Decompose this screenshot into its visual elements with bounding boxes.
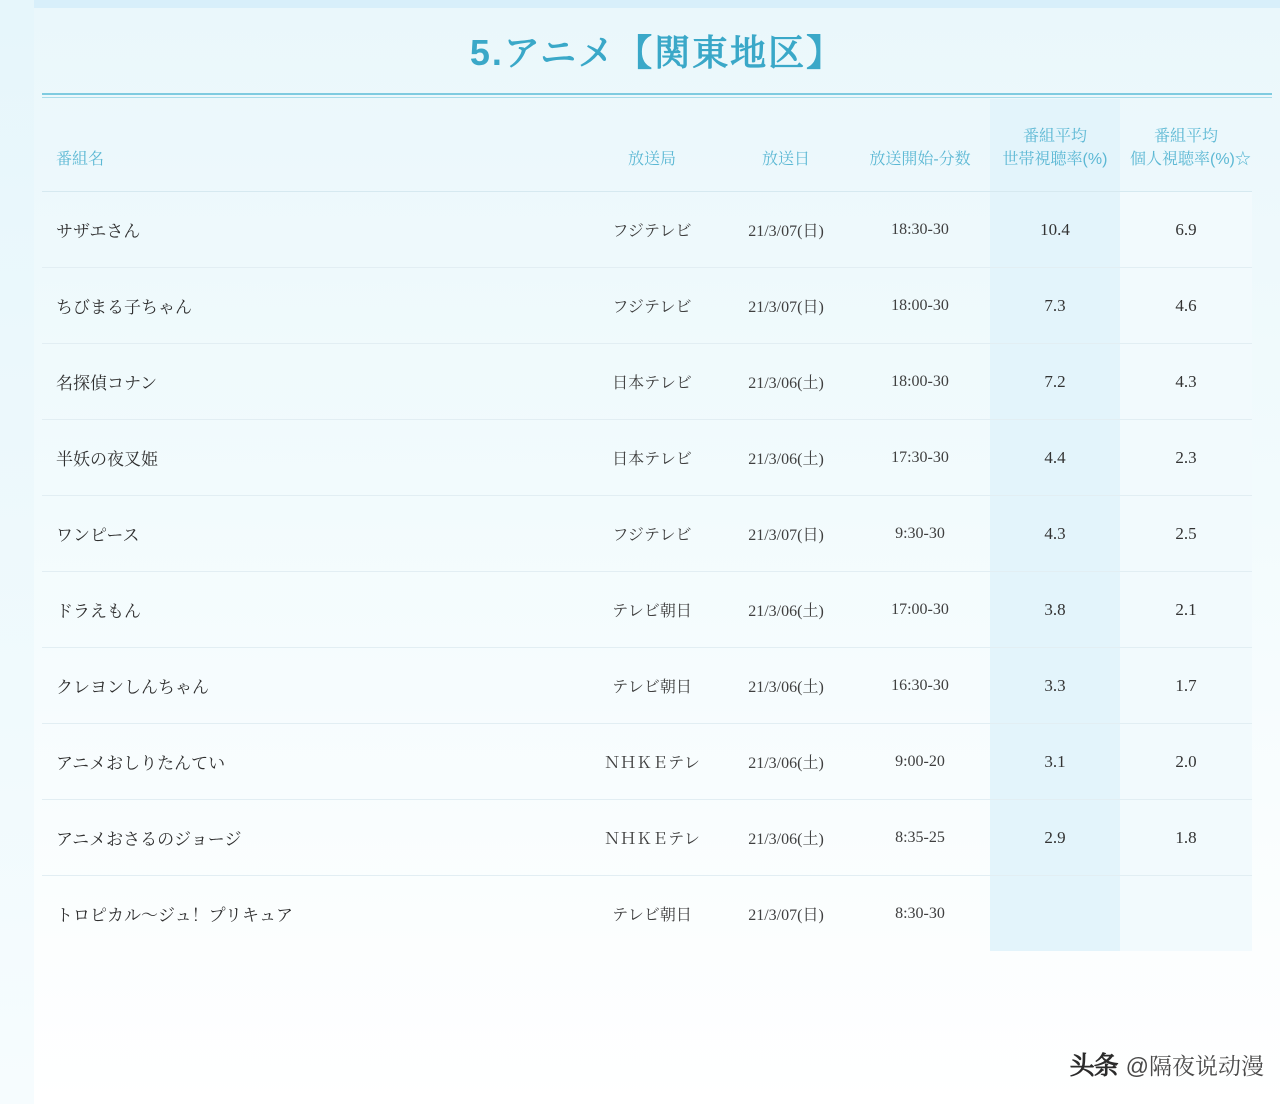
cell-individual-rating: 1.8	[1120, 800, 1252, 876]
column-header-individual-line1: 番組平均	[1153, 128, 1218, 145]
cell-individual-rating	[1120, 876, 1252, 952]
cell-household-rating: 2.9	[990, 800, 1120, 876]
watermark-logo: 头条	[1069, 1052, 1118, 1080]
cell-household-rating: 4.4	[990, 420, 1120, 496]
table-row	[42, 876, 1252, 952]
cell-date: 21/3/06(土)	[722, 420, 850, 496]
title-block	[42, 30, 1272, 95]
cell-date: 21/3/06(土)	[722, 800, 850, 876]
cell-program-name: クレヨンしんちゃん	[42, 648, 582, 724]
column-header-individual-rating	[1120, 99, 1252, 192]
cell-program-name: 名探偵コナン	[42, 344, 582, 420]
column-header-start-duration: 放送開始-分数	[869, 151, 971, 169]
cell-program-name: サザエさん	[42, 192, 582, 268]
cell-date: 21/3/06(土)	[722, 572, 850, 648]
cell-station: ＮＨＫＥテレ	[582, 724, 722, 800]
watermark-handle: @隔夜说动漫	[1125, 1052, 1264, 1079]
cell-station: テレビ朝日	[582, 648, 722, 724]
cell-household-rating: 3.8	[990, 572, 1120, 648]
table-row	[42, 192, 1252, 268]
table-row	[42, 344, 1252, 420]
ratings-sheet	[34, 8, 1280, 1104]
cell-time: 8:35-25	[850, 800, 990, 876]
cell-station: 日本テレビ	[582, 420, 722, 496]
cell-program-name: 半妖の夜叉姫	[42, 420, 582, 496]
page-title: 5.アニメ【関東地区】	[469, 32, 845, 73]
cell-individual-rating: 2.1	[1120, 572, 1252, 648]
column-header-household-line2: 世帯視聴率(%)	[1002, 151, 1108, 169]
watermark	[1070, 1046, 1264, 1082]
table-row	[42, 420, 1252, 496]
cell-household-rating: 10.4	[990, 192, 1120, 268]
column-header-station: 放送局	[627, 151, 676, 169]
cell-station: フジテレビ	[582, 192, 722, 268]
table-header	[42, 99, 1252, 192]
cell-household-rating: 7.2	[990, 344, 1120, 420]
cell-date: 21/3/07(日)	[722, 876, 850, 952]
cell-date: 21/3/07(日)	[722, 496, 850, 572]
cell-time: 17:00-30	[850, 572, 990, 648]
top-accent-bar	[0, 0, 1280, 8]
cell-time: 17:30-30	[850, 420, 990, 496]
cell-time: 8:30-30	[850, 876, 990, 952]
cell-individual-rating: 2.5	[1120, 496, 1252, 572]
column-header-household-line1: 番組平均	[1022, 128, 1087, 145]
cell-date: 21/3/06(土)	[722, 724, 850, 800]
column-header-individual-line2: 個人視聴率(%)☆	[1130, 151, 1251, 169]
cell-station: 日本テレビ	[582, 344, 722, 420]
cell-date: 21/3/06(土)	[722, 344, 850, 420]
cell-program-name: アニメおしりたんてい	[42, 724, 582, 800]
cell-program-name: トロピカル～ジュ！プリキュア	[42, 876, 582, 952]
cell-household-rating: 3.1	[990, 724, 1120, 800]
cell-time: 18:30-30	[850, 192, 990, 268]
cell-individual-rating: 2.3	[1120, 420, 1252, 496]
column-header-program-name: 番組名	[56, 151, 105, 169]
cell-household-rating: 4.3	[990, 496, 1120, 572]
cell-household-rating: 3.3	[990, 648, 1120, 724]
cell-time: 18:00-30	[850, 268, 990, 344]
table-body	[42, 192, 1252, 952]
cell-date: 21/3/07(日)	[722, 268, 850, 344]
table-row	[42, 724, 1252, 800]
cell-time: 16:30-30	[850, 648, 990, 724]
cell-time: 9:30-30	[850, 496, 990, 572]
column-header-household-rating	[990, 99, 1120, 192]
cell-station: テレビ朝日	[582, 572, 722, 648]
cell-individual-rating: 1.7	[1120, 648, 1252, 724]
cell-individual-rating: 2.0	[1120, 724, 1252, 800]
cell-station: テレビ朝日	[582, 876, 722, 952]
cell-program-name: ワンピース	[42, 496, 582, 572]
left-accent-bar	[0, 0, 34, 1104]
cell-station: ＮＨＫＥテレ	[582, 800, 722, 876]
table-row	[42, 572, 1252, 648]
table-row	[42, 800, 1252, 876]
cell-program-name: アニメおさるのジョージ	[42, 800, 582, 876]
cell-individual-rating: 4.6	[1120, 268, 1252, 344]
cell-individual-rating: 4.3	[1120, 344, 1252, 420]
cell-date: 21/3/06(土)	[722, 648, 850, 724]
table-row	[42, 268, 1252, 344]
table-header-row	[42, 99, 1252, 192]
cell-program-name: ドラえもん	[42, 572, 582, 648]
cell-individual-rating: 6.9	[1120, 192, 1252, 268]
cell-household-rating: 7.3	[990, 268, 1120, 344]
column-header-broadcast-date: 放送日	[761, 151, 810, 169]
cell-time: 18:00-30	[850, 344, 990, 420]
table-row	[42, 496, 1252, 572]
cell-date: 21/3/07(日)	[722, 192, 850, 268]
ratings-table	[42, 99, 1252, 951]
cell-station: フジテレビ	[582, 496, 722, 572]
cell-time: 9:00-20	[850, 724, 990, 800]
cell-household-rating	[990, 876, 1120, 952]
cell-program-name: ちびまる子ちゃん	[42, 268, 582, 344]
table-row	[42, 648, 1252, 724]
cell-station: フジテレビ	[582, 268, 722, 344]
